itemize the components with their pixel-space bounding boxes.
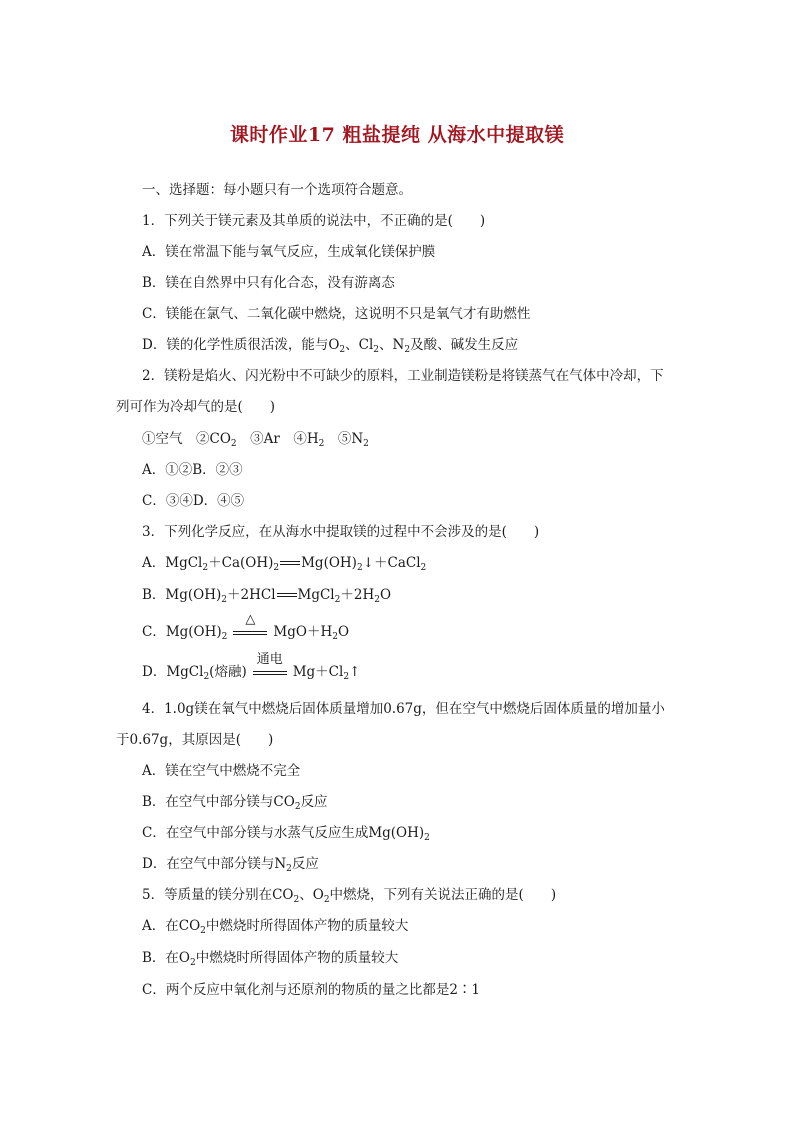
equals-sign-icon <box>277 585 297 605</box>
q1-stem: 1．下列关于镁元素及其单质的说法中，不正确的是( ) <box>142 213 486 229</box>
q1-option-a: A．镁在常温下能与氧气反应，生成氧化镁保护膜 <box>142 244 436 260</box>
q1-option-b: B．镁在自然界中只有化合态，没有游离态 <box>142 275 395 291</box>
page-title: 课时作业17 粗盐提纯 从海水中提取镁 <box>229 124 565 146</box>
q5-stem: 5．等质量的镁分别在$CO_2$、$O_2$中燃烧，下列有关说法正确的是( ) <box>142 887 557 905</box>
q4-option-d: D．在空气中部分镁与$N_2$反应 <box>142 856 319 874</box>
equals-sign-icon <box>280 553 300 573</box>
q3-option-c: C．$Mg(OH)_2$ △ $MgO+H_2O$ <box>142 612 350 642</box>
q4-stem-line2: 于0.67g，其原因是( ) <box>116 732 274 748</box>
q2-candidate-gases: ①空气 $②CO_2$ ③Ar $④H_2$ $⑤N_2$ <box>142 431 369 449</box>
q2-options-cd: C．③④D．④⑤ <box>142 493 245 509</box>
q4-option-b: B．在空气中部分镁与$CO_2$反应 <box>142 794 328 812</box>
q1-option-d: D．镁的化学性质很活泼，能与$O_2$、$Cl_2$、$N_2$及酸、碱发生反应 <box>142 337 519 355</box>
q1-option-c: C．镁能在氯气、二氧化碳中燃烧，这说明不只是氧气才有助燃性 <box>142 306 531 322</box>
section-heading: 一、选择题：每小题只有一个选项符合题意。 <box>142 182 412 198</box>
q3-option-d: D．MgCl$_2$(熔融) 通电 $Mg+Cl_2↑$ <box>142 652 361 682</box>
electrolysis-condition-arrow: 通电 <box>253 662 287 682</box>
q5-option-b: B．在$O_2$中燃烧时所得固体产物的质量较大 <box>142 950 399 968</box>
q3-stem: 3．下列化学反应，在从海水中提取镁的过程中不会涉及的是( ) <box>142 524 540 540</box>
q5-option-a: A．在$CO_2$中燃烧时所得固体产物的质量较大 <box>142 918 409 936</box>
q2-options-ab: A．①②B．②③ <box>142 462 243 478</box>
q3-option-a: A．$MgCl_2+Ca(OH)_2$ $Mg(OH)_2↓+CaCl_2$ <box>142 555 427 573</box>
q5-option-c: C．两个反应中氧化剂与还原剂的物质的量之比都是2∶1 <box>142 982 481 998</box>
q4-stem-line1: 4．1.0g镁在氧气中燃烧后固体质量增加0.67g，但在空气中燃烧后固体质量的增加量小 <box>142 701 665 717</box>
q2-stem-line1: 2．镁粉是焰火、闪光粉中不可缺少的原料，工业制造镁粉是将镁蒸气在气体中冷却，下 <box>142 368 664 384</box>
q4-option-a: A．镁在空气中燃烧不完全 <box>142 763 301 779</box>
q3-option-b: B．$Mg(OH)_2+2HCl$ $MgCl_2+2H_2O$ <box>142 587 392 605</box>
heating-condition-arrow: △ <box>233 622 267 642</box>
q2-stem-line2: 列可作为冷却气的是( ) <box>116 399 276 415</box>
q4-option-c: C．在空气中部分镁与水蒸气反应生成$Mg(OH)_2$ <box>142 825 430 843</box>
